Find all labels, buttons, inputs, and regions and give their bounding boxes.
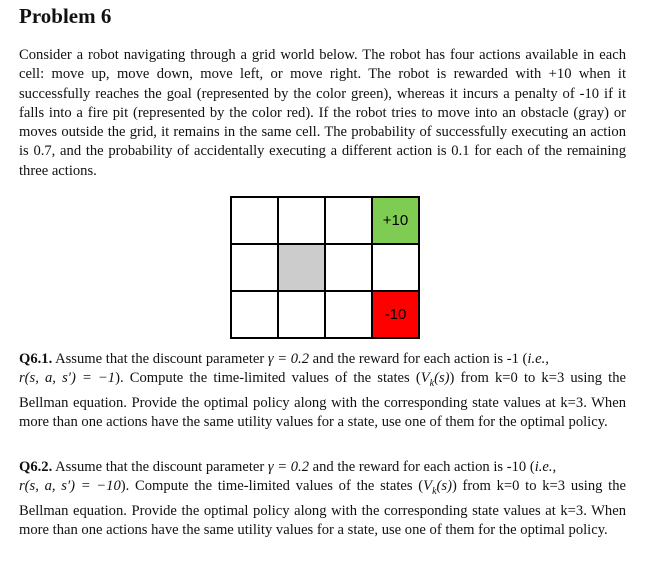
question-text: ) from k=0 to k=3 using the Bellman equation. Provide the optimal policy along with the corresponding state values at k=3. When more than one actions have the same utility values for a state, use one of them for the optimal policy.	[19, 478, 626, 538]
grid-cell-empty	[326, 245, 371, 290]
reward-expression: r(s, a, s′) = −1	[19, 370, 116, 387]
value-subscript: k	[432, 486, 437, 498]
grid-cell-empty	[326, 198, 371, 243]
grid-cell-empty	[326, 292, 371, 337]
question-text: ). Compute the time-limited values of the states (	[115, 370, 421, 387]
question-label: Q6.1.	[19, 351, 53, 367]
grid-world	[230, 196, 420, 339]
question-text: and the reward for each action is -10 (	[309, 459, 535, 475]
grid-cell-empty	[232, 198, 277, 243]
question-text: and the reward for each action is -1 (	[309, 351, 528, 367]
gamma-expression: γ = 0.2	[267, 459, 309, 475]
question-label: Q6.2.	[19, 459, 53, 475]
problem-description: Consider a robot navigating through a grid world below. The robot has four actions available in each cell: move up, move down, move left, or move right. The robot is rewarded with +10 when it successfully reaches the goal (represented by the color green), whereas it incurs a penalty of -10 if it falls into a fire pit (represented by the color red). If the robot tries to move into an obstacle (gray) or moves outside the grid, it remains in the same cell. The probability of successfully executing an action is 0.7, and the probability of accidentally executing a different action is 0.1 for each of the remaining three actions.	[19, 47, 626, 179]
value-subscript: k	[429, 378, 435, 390]
question-text: Assume that the discount parameter	[52, 351, 268, 367]
value-symbol: V	[420, 370, 430, 387]
ie-abbrev: i.e.,	[527, 351, 549, 367]
grid-cell-fire: -10	[373, 292, 418, 337]
value-argument: (s)	[434, 370, 450, 387]
grid-cell-empty	[232, 292, 277, 337]
value-symbol: V	[423, 478, 433, 495]
question-6-1	[19, 350, 626, 432]
grid-cell-empty	[232, 245, 277, 290]
grid-cell-obstacle	[279, 245, 324, 290]
gamma-expression: γ = 0.2	[267, 351, 309, 367]
problem-title: Problem 6	[19, 4, 112, 28]
question-text: ) from k=0 to k=3 using the Bellman equation. Provide the optimal policy along with the corresponding state values at k=3. When more than one actions have the same utility values for a state, use one of them for the optimal policy.	[19, 370, 626, 430]
grid-cell-empty	[279, 198, 324, 243]
grid-cell-empty	[373, 245, 418, 290]
grid-cell-empty	[279, 292, 324, 337]
grid-cell-goal: +10	[373, 198, 418, 243]
reward-expression: r(s, a, s′) = −10	[19, 478, 121, 495]
question-6-2	[19, 458, 626, 540]
ie-abbrev: i.e.,	[534, 459, 557, 475]
value-argument: (s)	[436, 478, 452, 495]
question-text: ). Compute the time-limited values of the states (	[120, 478, 424, 495]
question-text: Assume that the discount parameter	[52, 459, 268, 475]
